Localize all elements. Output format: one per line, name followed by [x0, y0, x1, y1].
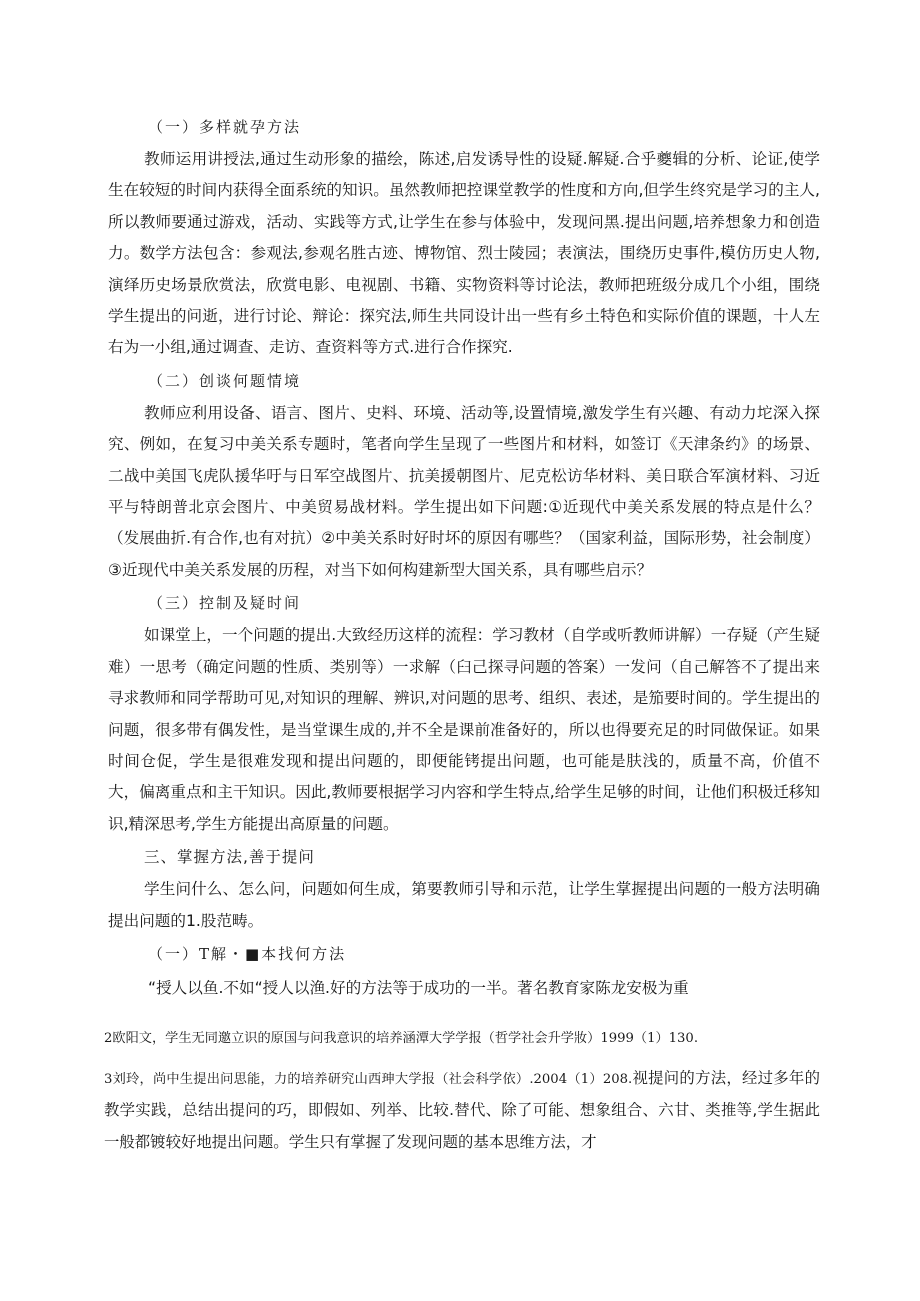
footnote-3-block: [104, 1063, 820, 1158]
document-page: [104, 110, 820, 1158]
paragraph-2: 教师应利用设备、语言、图片、史料、环境、活动等,设置情境,激发学生有兴趣、有动力坨深入探究、例如，在复习中美关系专题时，笔者向学生呈现了一些图片和材料，如签订《天津条约》的场景、二战中美国飞虎队援华吁与日军空战图片、抗美援朝图片、尼克松访华材料、美日联合军演材料、习近平与特朗普北京会图片、中美贸易战材料。学生提出如下问题:①近现代中美关系发展的特点是什么？（发展曲折.有合作,也有对抗）②中美关系时好时坏的原因有哪些？（国家利益，国际形势，社会制度）③近现代中美关系发展的历程，对当下如何构建新型大国关系，具有哪些启示？: [108, 403, 820, 579]
spacer: [108, 1005, 820, 1025]
section-heading-5: （一）T解・■本找何方法: [148, 944, 347, 963]
footnote-3: 3刘玲，尚中生提出问思能，力的培养研究山西珅大学报（社会科学依）.2004（1）208.: [104, 1071, 633, 1087]
section-heading-1: （一）多样就孕方法: [148, 118, 302, 136]
section-heading-2: （二）创谈何题情境: [148, 371, 302, 390]
paragraph-3: 如课堂上，一个问题的提出.大致经历这样的流程：学习教材（自学或听教师讲解）一存疑（产生疑难）一思考（确定问题的性质、类别等）一求解（臼己探寻问题的答案）一发问（自己解答不了提出来寻求教师和同学帮助可见,对知识的理解、辨识,对问题的思考、组织、表述，是笳要时间的。学生提出的问题，很多带有偶发性，是当堂课生成的,并不全是课前准备好的，所以也得要充足的时同做保证。如果时间仓促，学生是很难发现和提出问题的，即便能铐提出问题，也可能是肤浅的，质量不高，价值不大，偏离重点和主干知识。因此,教师要根据学习内容和学生特点,给学生足够的时间，让他们积极迁移知识,精深思考,学生方能提出高原量的问题。: [108, 626, 820, 833]
paragraph-4: 学生问什么、怎么问，问题如何生成，第要教师引导和示范，让学生掌握提出问题的一般方法明确提出问题的1.股范畴。: [108, 880, 820, 930]
section-heading-4: 三、掌握方法,善于提问: [144, 848, 315, 867]
quote-line: “授人以鱼.不如“授人以渔.好的方法等于成功的一半。著名教育家陈龙安极为重: [148, 978, 689, 997]
footnote-continuation: 视提问的方法，经过多年的教学实践，总结出提问的巧，即假如、列举、比较.替代、除了可能、想象组合、六甘、类推等,学生据此一般都镀较好地提出问题。学生只有掌握了发现问题的基本思维方法，才: [104, 1068, 820, 1151]
spacer: [108, 1053, 820, 1063]
section-heading-3: （三）控制及疑时间: [148, 594, 302, 613]
footnote-2: 2欧阳文，学生无同邀立识的原国与问我意识的培养涵潭大学学报（哲学社会升学妝）1999（1）130.: [104, 1030, 699, 1046]
paragraph-1: 教师运用讲授法,通过生动形象的描绘，陈述,启发诱导性的设疑.解疑.合乎夔辑的分析、论证,使学生在较短的时间内获得全面系统的知识。虽然教师把控课堂教学的性度和方向,但学生终究是学习的主人,所以教师要通过游戏，活动、实践等方式,让学生在参与体验中，发现问黑.提出问题,培养想象力和创造力。数学方法包含：参观法,参观名胜古迹、博物馆、烈士陵园；表演法，围绕历史事件,模仿历史人物,演绎历史场景欣赏法，欣赏电影、电视剧、书籍、实物资料等讨论法，教师把班级分成几个小组，围绕学生提出的问逝，进行讨论、辩论：探究法,师生共同设计出一些有乡土特色和实际价值的课题，十人左右为一小组,通过调查、走访、查资料等方式.进行合作探究.: [108, 150, 820, 357]
